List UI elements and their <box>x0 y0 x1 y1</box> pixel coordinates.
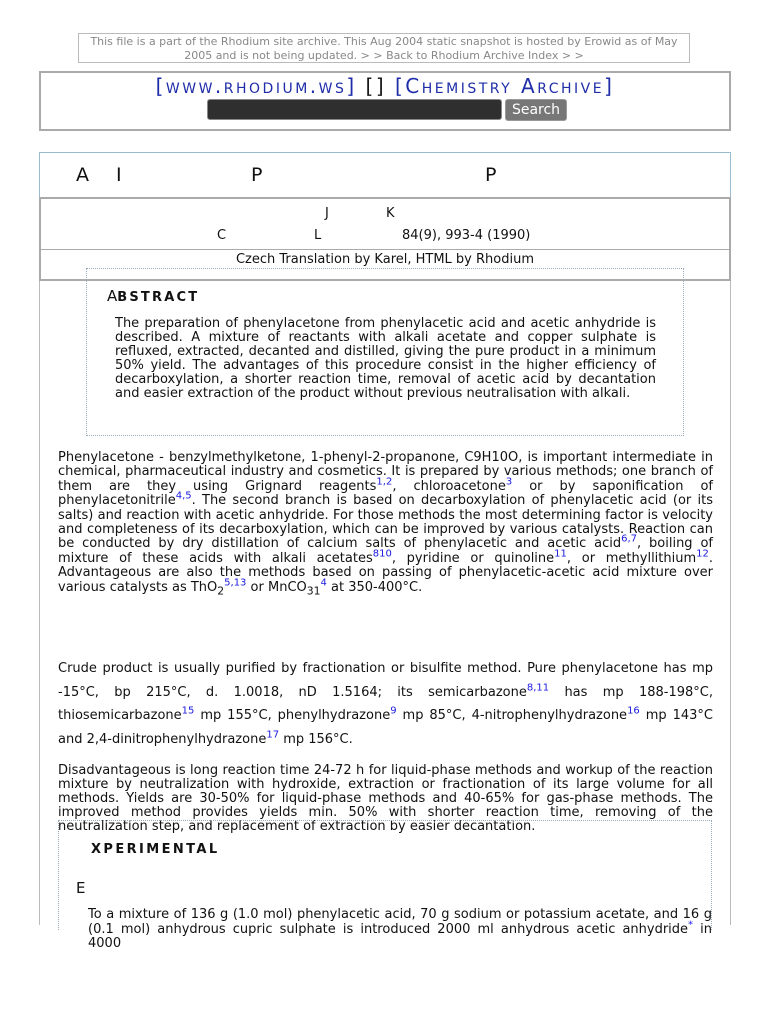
search-button[interactable]: Search <box>505 99 567 121</box>
reference-link[interactable]: 810 <box>372 548 392 560</box>
content-border-left <box>39 281 40 925</box>
text: in 4000 <box>88 921 712 951</box>
site-title <box>41 74 729 98</box>
text: at 350-400°C. <box>326 579 423 595</box>
text: , pyridine or quinoline <box>391 550 555 566</box>
text: or MnCO <box>246 579 307 595</box>
article-title <box>39 152 731 198</box>
title-word: I <box>116 164 122 186</box>
abstract-text: The preparation of phenylacetone from phenylacetic acid and acetic anhydride is described. A mixture of reactants with alkali acetate and copper sulphate is refluxed, extracted, decanted and distilled, giving the pure product in a minimum 50% yield. The advantages of this procedure consist in the higher efficiency of decarboxylation, a shorter reaction time, removal of acetic acid by decantation and easier extraction of the product without previous neutralisation with alkali. <box>115 316 656 401</box>
site-link[interactable]: [www.rhodium.ws] <box>155 74 357 98</box>
disadvantages-paragraph: Disadvantageous is long reaction time 24-72 h for liquid-phase methods and workup of the reaction mixture by neutralization with hydroxide, extraction or fractionation of its large volume for all methods. Yields are 30-50% for liquid-phase methods and 40-65% for gas-phase methods. The improved method provides yields min. 50% with shorter reaction time, removing of the neutralization step, and replacement of extraction by easier decantation. <box>58 763 713 834</box>
text: mp 155°C, phenylhydrazone <box>194 708 391 723</box>
reference-link[interactable]: 15 <box>181 705 195 717</box>
chemistry-archive-link[interactable]: [Chemistry Archive] <box>395 74 615 98</box>
text: mp 143°C and 2,4-dinitrophenylhydrazone <box>58 708 713 747</box>
citation-box <box>39 197 731 250</box>
citation-journal-l: L <box>314 228 322 243</box>
experimental-heading: XPERIMENTAL <box>91 842 220 857</box>
reference-link[interactable]: 1,2 <box>376 476 393 488</box>
reference-link[interactable]: 5,13 <box>224 577 247 589</box>
citation-reference: 84(9), 993-4 (1990) <box>402 228 531 243</box>
abstract-initial: A <box>107 287 118 305</box>
text: Crude product is usually purified by fractionation or bisulfite method. Pure phenylacetone has mp -15°C, bp 215°C, d. 1.0018, nD 1.5164; its semicarbazone <box>58 661 713 700</box>
separator-link[interactable]: [] <box>365 74 387 98</box>
properties-paragraph <box>58 657 713 751</box>
subscript: 2 <box>217 584 225 598</box>
text: mp 156°C. <box>279 731 353 747</box>
experimental-text <box>88 908 712 952</box>
reference-link[interactable]: * <box>688 919 694 931</box>
reference-link[interactable]: 16 <box>627 705 640 717</box>
reference-link[interactable]: 4 <box>320 577 327 589</box>
abstract-heading-rest: BSTRACT <box>117 290 200 305</box>
search-input[interactable] <box>207 99 502 120</box>
reference-link[interactable]: 11 <box>554 548 567 560</box>
text: To a mixture of 136 g (1.0 mol) phenylacetic acid, 70 g sodium or potassium acetate, and 16 g (0.1 mol) anhydrous cupric sulphate is introduced 2000 ml anhydrous acetic anhydride <box>88 907 712 937</box>
reference-link[interactable]: 17 <box>266 729 280 741</box>
reference-link[interactable]: 3 <box>505 476 513 488</box>
reference-link[interactable]: 4,5 <box>175 490 192 502</box>
text: . Advantageous are also the methods based on passing of phenylacetic-acetic acid mixture over various catalysts as ThO <box>58 550 714 595</box>
text: mp 85°C, 4-nitrophenylhydrazone <box>396 708 628 723</box>
text: has mp 188-198°C, thiosemicarbazone <box>58 684 713 723</box>
citation-author-k: K <box>386 206 395 221</box>
text: . The second branch is based on decarboxylation of phenylacetic acid (or its salts) and reaction with acetic anhydride. For those methods the most determining factor is velocity and completeness of its decarboxylation, which can be improved by various catalysts. Reaction can be conducted by dry distillation of calcium salts of phenylacetic and acetic acid <box>58 493 713 552</box>
site-header <box>39 71 731 131</box>
text: , boiling of mixture of these acids with alkali acetates <box>58 536 713 566</box>
title-word: A <box>76 164 89 186</box>
text: , chloroacetone <box>392 478 506 494</box>
abstract-box <box>86 268 684 436</box>
experimental-initial: E <box>76 879 86 897</box>
subscript: 3 <box>306 584 314 598</box>
archive-notice[interactable]: This file is a part of the Rhodium site archive. This Aug 2004 static snapshot is hosted by Erowid as of May 2005 and is not being updated. > > Back to Rhodium Archive Index > > <box>78 33 690 63</box>
title-word: P <box>251 164 263 186</box>
translation-credit: Czech Translation by Karel, HTML by Rhodium <box>39 249 731 281</box>
reference-link[interactable]: 8,11 <box>526 682 550 694</box>
citation-author-j: J <box>325 206 329 221</box>
reference-link[interactable]: 6,7 <box>621 534 637 546</box>
abstract-heading <box>107 287 199 305</box>
content-border-right <box>730 281 731 925</box>
citation-journal-c: C <box>217 228 227 243</box>
text: Phenylacetone - benzylmethylketone, 1-phenyl-2-propanone, C9H10O, is important intermediate in chemical, pharmaceutical industry and cosmetics. It is prepared by various methods; one branch of them are they using Grignard reagents <box>58 450 713 494</box>
title-word: P <box>485 164 497 186</box>
reference-link[interactable]: 12 <box>696 548 709 560</box>
intro-paragraph <box>58 451 713 599</box>
text: or by saponification of phenylacetonitrile <box>58 478 713 509</box>
text: , or methyllithium <box>566 550 697 566</box>
subscript: 1 <box>313 584 321 598</box>
reference-link[interactable]: 9 <box>390 705 397 717</box>
